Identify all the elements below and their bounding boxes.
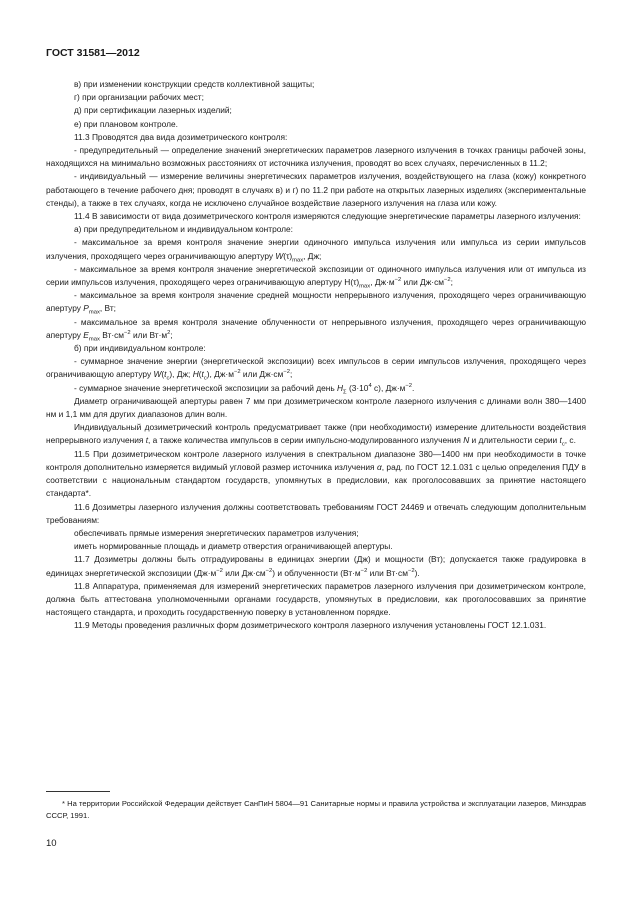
paragraph-sum-energy: - суммарное значение энергии (энергетической экспозиции) всех импульсов в серии импульсов излучения, проходящего через ограничивающую апертуру $W(t_c)$, Дж; $H(t_c)$, $Дж\cdot м^{-2}$ или $Дж\cdot см^{-2}$; [46,356,586,383]
paragraph: 11.3 Проводятся два вида дозиметрического контроля: [74,131,288,142]
paragraph: 11.6 Дозиметры лазерного излучения должны соответствовать требованиям ГОСТ 24469 и отвечать следующим дополнительным требованиям: [46,501,586,525]
page-number: 10 [46,838,57,849]
paragraph: 11.8 Аппаратура, применяемая для измерений энергетических параметров лазерного излучения при дозиметрическом контроле, должна быть аттестована уполномоченными органами государств, упомянутых в предисловии, как проголосовавших за принятие настоящего стандарта, и проходить государственную поверку в установленном порядке. [46,580,586,618]
paragraph: - индивидуальный — измерение величины энергетических параметров излучения, воздействующего на глаза (кожу) конкретного работающего в течение рабочего дня; проводят в случаях в) и г) по 11.2 при работе на открытых лазерных изделиях (экспериментальные стенды), а также в тех случаях, когда не исключено случайное воздействие лазерного излучения на глаза или кожу. [46,171,586,208]
footnote: * На территории Российской Федерации действует СанПиН 5804—91 Санитарные нормы и правила устройства и эксплуатации лазеров, Минздрав СССР, 1991. [46,799,586,820]
document-header: ГОСТ 31581—2012 [46,47,140,59]
paragraph-max-power: - максимальное за время контроля значение средней мощности непрерывного излучения, проходящего через ограничивающую апертуру $P_{max}$, Вт; [46,290,586,317]
paragraph: д) при сертификации лазерных изделий; [74,105,232,116]
paragraph-individual-control: Индивидуальный дозиметрический контроль предусматривает также (при необходимости) измерение длительности воздействия непрерывного излучения t, а также количества импульсов в серии импульсно-модулированного излучения N и длительности серии $t_c$, с. [46,422,586,449]
paragraph-11-5: 11.5 При дозиметрическом контроле лазерного излучения в спектральном диапазоне 380—1400 нм при необходимости в точке контроля дополнительно измеряется видимый угловой размер источника излучения α, рад. по ГОСТ 12.1.031 с целью определения ПДУ в соответствии с национальным стандартом государств, упомянутых в предисловии, как проголосовавших за принятие настоящего стандарта*. [46,448,586,499]
paragraph: б) при индивидуальном контроле: [74,343,206,354]
paragraph: е) при плановом контроле. [74,118,178,129]
paragraph-sum-exposure: - суммарное значение энергетической экспозиции за рабочий день $H_\Sigma$ ($3\cdot 10^4$ с), $Дж\cdot м^{-2}$. [74,382,415,396]
paragraph: 11.4 В зависимости от вида дозиметрического контроля измеряются следующие энергетические параметры лазерного излучения: [74,211,581,222]
paragraph: 11.9 Методы проведения различных форм дозиметрического контроля лазерного излучения установлены ГОСТ 12.1.031. [74,620,547,631]
paragraph: а) при предупредительном и индивидуальном контроле: [74,224,293,235]
paragraph-max-exposure: - максимальное за время контроля значение энергетической экспозиции от одиночного импульса излучения или от импульса из серии импульсов излучения, проходящего через ограничивающую апертуру $H(\tau)_{max}$, $Дж\cdot м^{-2}$ или $Дж\cdot см^{-2}$; [46,263,586,290]
paragraph: - предупредительный — определение значений энергетических параметров лазерного излучения в точках границы рабочей зоны, находящихся на минимально возможных расстояниях от источника излучения, проводят во всех случаях, перечисленных в 11.2; [46,145,586,169]
paragraph: иметь нормированные площадь и диаметр отверстия ограничивающей апертуры. [74,541,393,552]
paragraph: в) при изменении конструкции средств коллективной защиты; [74,79,315,89]
paragraph: Диаметр ограничивающей апертуры равен 7 мм при дозиметрическом контроле лазерного излучения с длинами волн 380—1400 нм и 1,1 мм для других диапазонов длин волн. [46,395,586,420]
footnote-divider [46,791,110,792]
paragraph: г) при организации рабочих мест; [74,92,204,103]
paragraph-max-energy: - максимальное за время контроля значение энергии одиночного импульса излучения или импульса из серии импульсов излучения, проходящего через ограничивающую апертуру $W(\tau)_{max}$, Дж; [46,237,586,264]
paragraph-11-7: 11.7 Дозиметры должны быть отградуированы в единицах энергии (Дж) и мощности (Вт); допускается также градуировка в единицах энергетической экспозиции ($Дж\cdot м^{-2}$ или $Дж\cdot см^{-2}$) и облученности ($Вт\cdot м^{-2}$ или $Вт\cdot см^{-2}$). [46,554,586,578]
paragraph-max-irradiance: - максимальное за время контроля значение облученности от непрерывного излучения, проходящего через ограничивающую апертуру $E_{max}$ $Вт\cdot см^{-2}$ или $Вт\cdot м^2$; [46,316,586,343]
paragraph: обеспечивать прямые измерения энергетических параметров излучения; [74,527,359,538]
document-body [46,78,586,633]
